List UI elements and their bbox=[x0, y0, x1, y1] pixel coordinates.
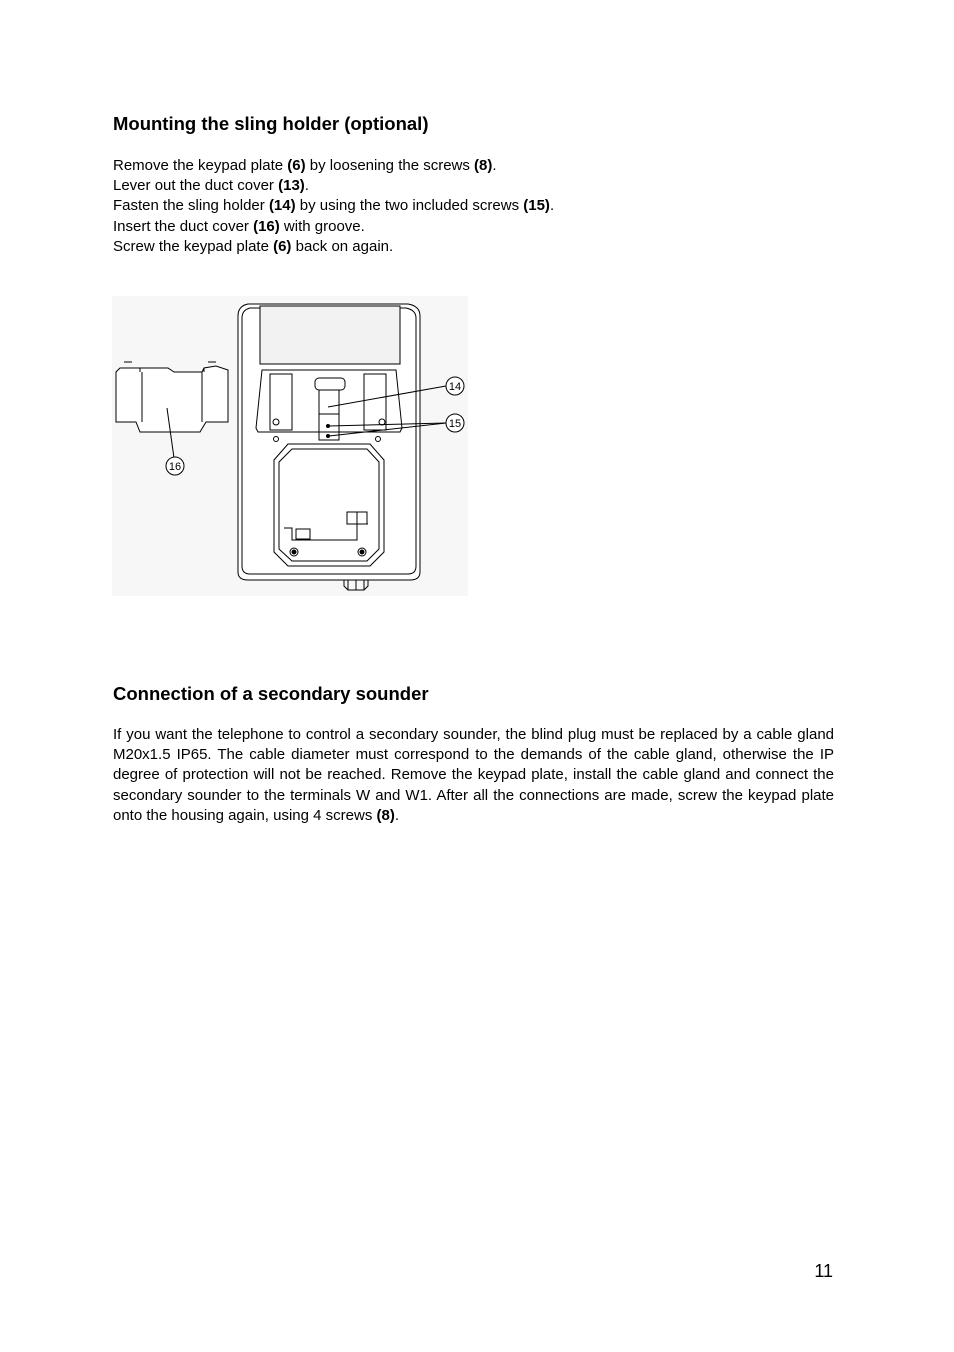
callout-15 bbox=[446, 414, 464, 432]
step-screw-keypad bbox=[113, 237, 833, 257]
step-text: Lever out the duct cover bbox=[113, 177, 279, 195]
duct-cover-drawing bbox=[116, 362, 228, 432]
step-text: back on again. bbox=[291, 237, 394, 255]
part-ref: (15) bbox=[523, 197, 550, 215]
step-text: . bbox=[492, 157, 497, 174]
callout-16-label: 16 bbox=[168, 461, 182, 473]
part-ref: (16) bbox=[253, 217, 280, 235]
callout-16 bbox=[166, 457, 184, 475]
part-ref: (13) bbox=[278, 177, 305, 195]
callout-15-label: 15 bbox=[448, 418, 462, 430]
page-number: 11 bbox=[814, 1261, 833, 1281]
instruction-steps bbox=[113, 156, 833, 257]
callout-14 bbox=[446, 377, 464, 395]
section-title-sling-holder: Mounting the sling holder (optional) bbox=[113, 113, 429, 134]
step-text: with groove. bbox=[279, 217, 365, 235]
step-text: . bbox=[549, 197, 555, 215]
paragraph-text: If you want the telephone to control a secondary sounder, the blind plug must be replaced by a cable gland M20x1.5 IP65. The cable diameter must correspond to the demands of the cable gland, otherwise the IP degree of protection will not be reached. Remove the keypad plate, install the cable gland and connect the secondary sounder to the terminals W and W1. After all the connections are made, screw the keypad plate onto the housing again, using 4 screws bbox=[113, 726, 834, 824]
step-insert-duct-cover bbox=[113, 217, 833, 237]
step-text: . bbox=[304, 177, 309, 195]
part-ref: (14) bbox=[268, 197, 296, 215]
part-ref: (6) bbox=[287, 157, 306, 174]
part-ref: (8) bbox=[376, 806, 395, 824]
step-remove-keypad bbox=[113, 156, 833, 176]
secondary-sounder-paragraph bbox=[113, 725, 834, 826]
part-ref: (8) bbox=[474, 157, 493, 174]
step-text: Screw the keypad plate bbox=[113, 237, 274, 255]
step-text: Remove the keypad plate bbox=[113, 157, 288, 174]
housing-drawing bbox=[238, 304, 420, 590]
sling-holder-diagram bbox=[112, 296, 468, 596]
step-text: Fasten the sling holder bbox=[113, 197, 269, 215]
step-text: Insert the duct cover bbox=[113, 217, 254, 235]
step-text: by using the two included screws bbox=[295, 197, 524, 215]
paragraph-text: . bbox=[394, 806, 400, 824]
step-fasten-sling-holder bbox=[113, 196, 833, 216]
section-title-secondary-sounder: Connection of a secondary sounder bbox=[113, 683, 429, 704]
step-text: by loosening the screws bbox=[305, 157, 475, 174]
part-ref: (6) bbox=[273, 237, 292, 255]
callout-14-label: 14 bbox=[448, 381, 462, 393]
step-lever-duct-cover bbox=[113, 176, 833, 196]
